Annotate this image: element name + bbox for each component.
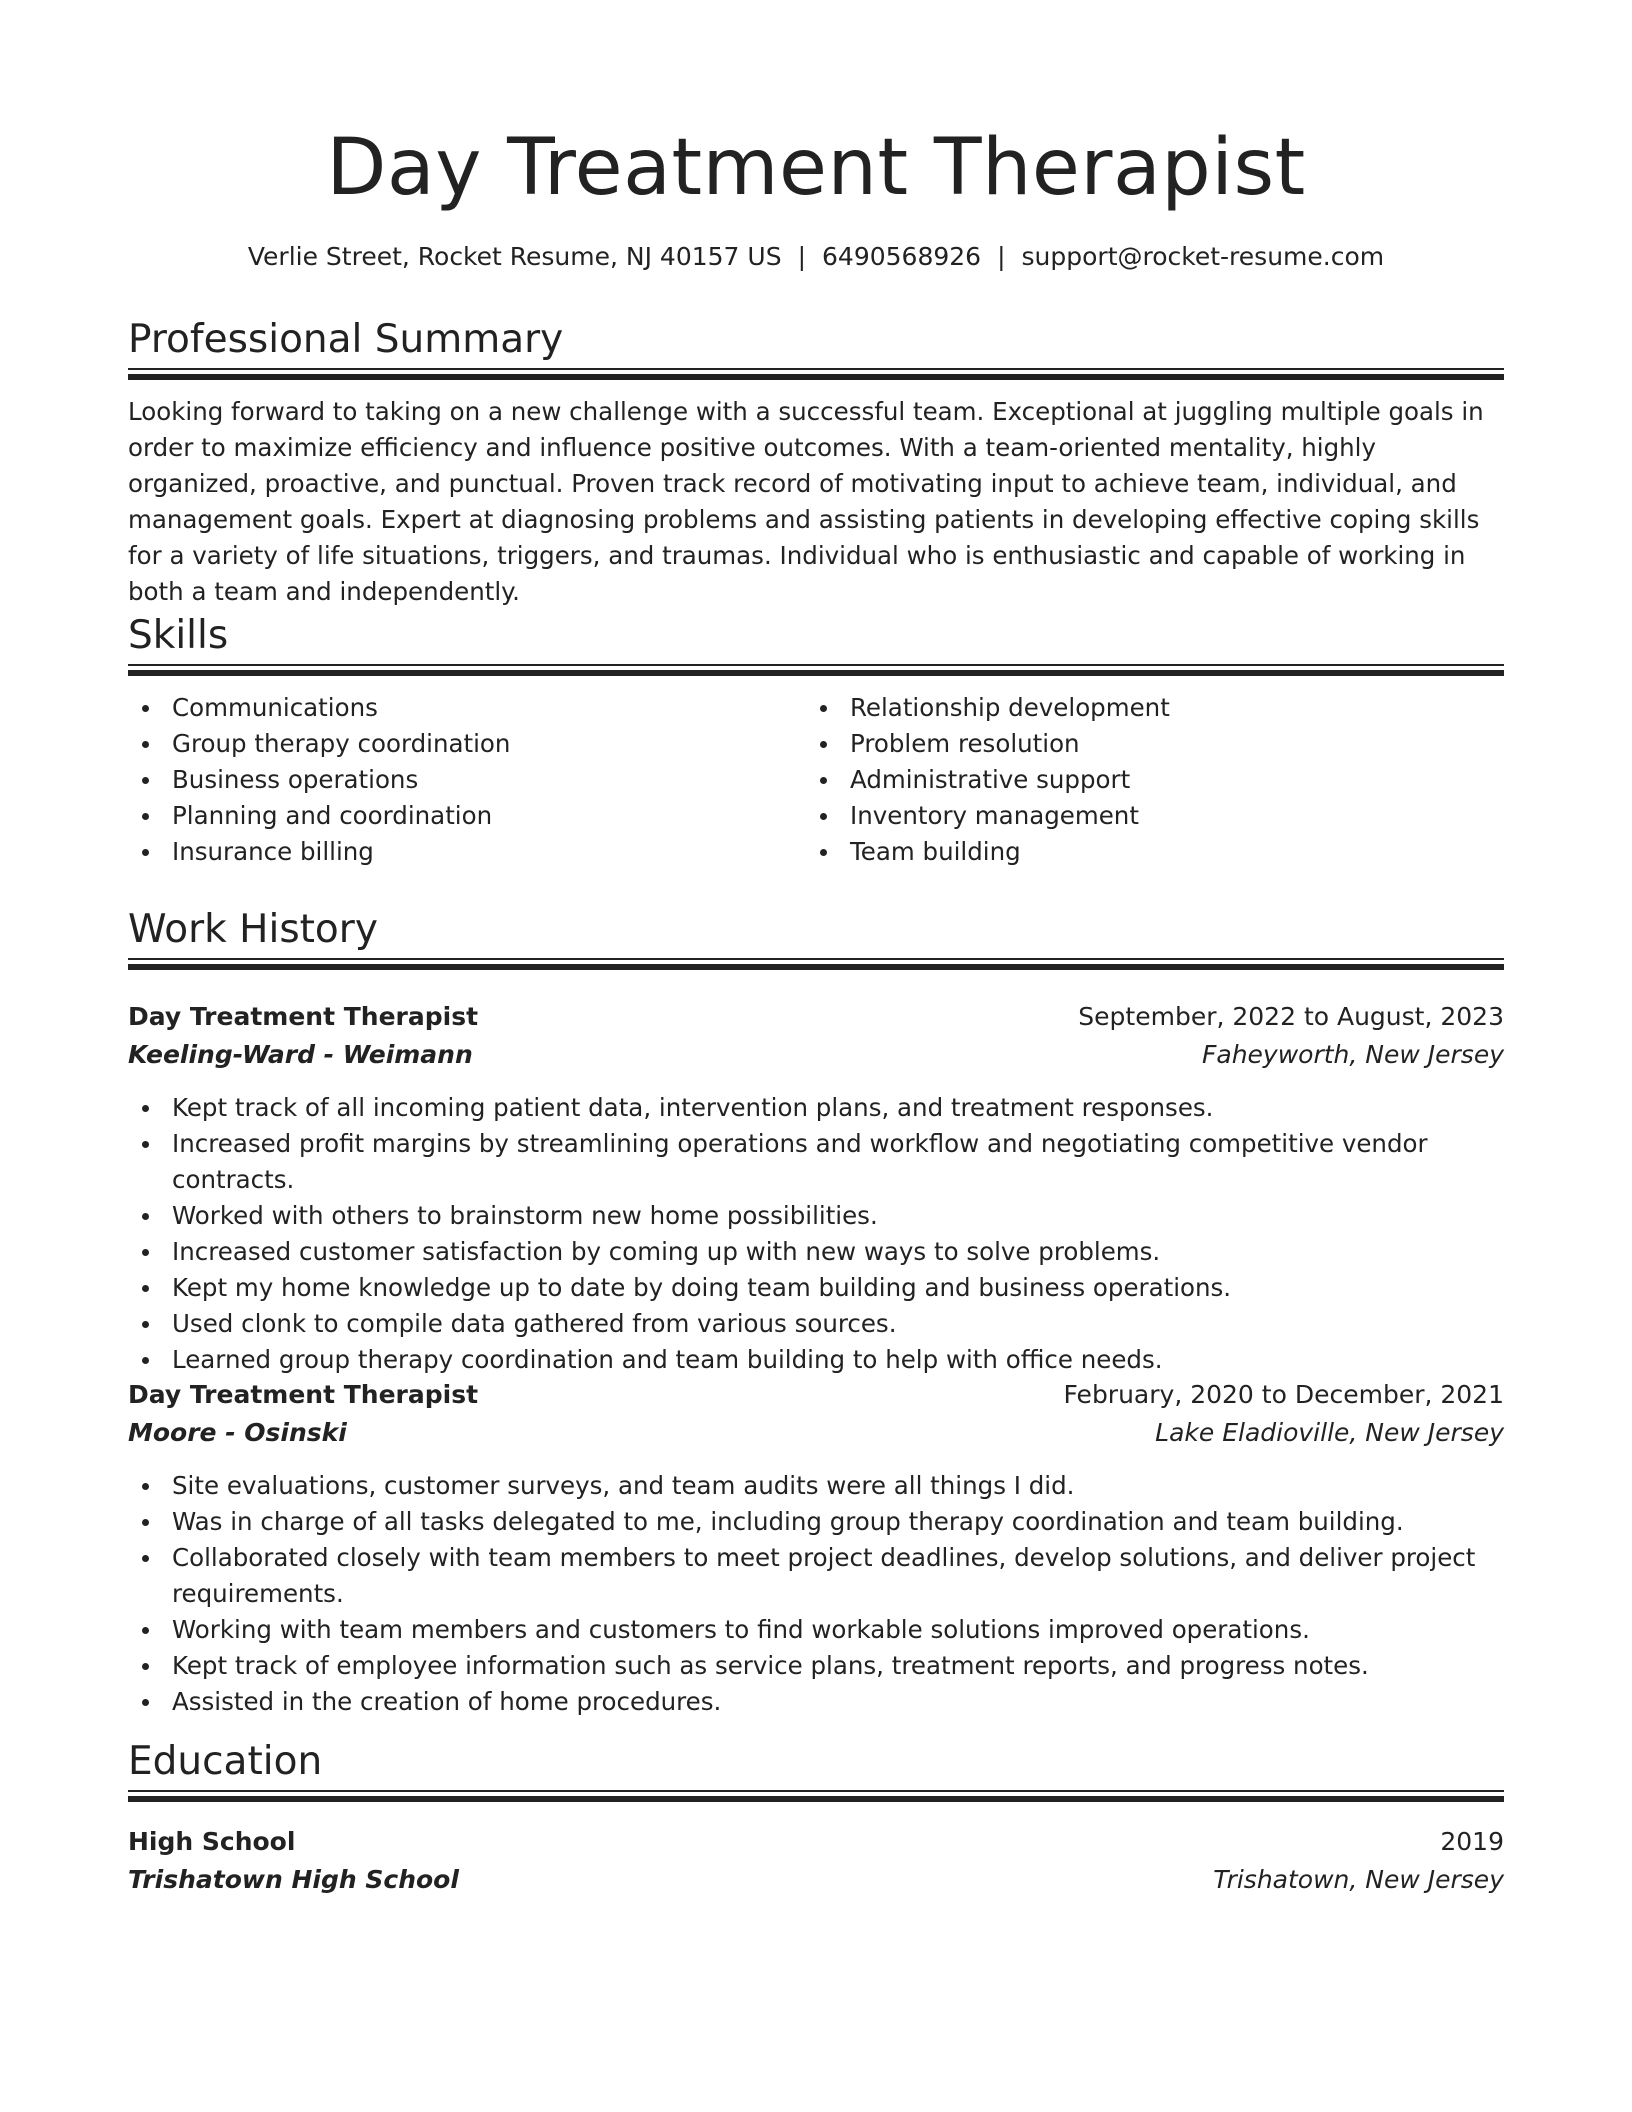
job-bullets bbox=[128, 1090, 1504, 1378]
job-bullet: Kept track of all incoming patient data, intervention plans, and treatment responses. bbox=[128, 1090, 1504, 1126]
section-skills bbox=[128, 612, 1504, 870]
job-bullet: Used clonk to compile data gathered from various sources. bbox=[128, 1306, 1504, 1342]
section-professional-summary bbox=[128, 316, 1504, 610]
job-dates: September, 2022 to August, 2023 bbox=[1078, 1002, 1504, 1031]
section-title: Professional Summary bbox=[128, 317, 564, 362]
skill-item: Administrative support bbox=[806, 762, 1484, 798]
skills-grid bbox=[128, 690, 1504, 870]
job-location: Lake Eladioville, New Jersey bbox=[1155, 1418, 1504, 1447]
education-header-row bbox=[128, 1823, 1504, 1861]
job-entry bbox=[128, 998, 1504, 1378]
skill-item: Communications bbox=[128, 690, 806, 726]
skill-item: Group therapy coordination bbox=[128, 726, 806, 762]
job-bullet: Working with team members and customers to find workable solutions improved operations. bbox=[128, 1612, 1504, 1648]
job-bullet: Increased profit margins by streamlining operations and workflow and negotiating competitive vendor contracts. bbox=[128, 1126, 1504, 1198]
summary-text: Looking forward to taking on a new challenge with a successful team. Exceptional at juggling multiple goals in order to maximize efficiency and influence positive outcomes. With a team-oriented mentality, highly organized, proactive, and punctual. Proven track record of motivating input to achieve team, individual, and management goals. Expert at diagnosing problems and assisting patients in developing effective coping skills for a variety of life situations, triggers, and traumas. Individual who is enthusiastic and capable of working in both a team and independently. bbox=[128, 397, 1484, 606]
job-location: Faheyworth, New Jersey bbox=[1202, 1040, 1504, 1069]
job-bullet: Was in charge of all tasks delegated to me, including group therapy coordination and team building. bbox=[128, 1504, 1504, 1540]
job-company-row bbox=[128, 1414, 1504, 1452]
skill-item: Relationship development bbox=[806, 690, 1484, 726]
section-divider bbox=[128, 664, 1504, 678]
contact-line bbox=[128, 239, 1504, 275]
job-company: Keeling-Ward - Weimann bbox=[128, 1040, 473, 1069]
job-bullet: Site evaluations, customer surveys, and team audits were all things I did. bbox=[128, 1468, 1504, 1504]
section-title: Education bbox=[128, 1739, 323, 1784]
contact-separator: | bbox=[997, 242, 1006, 271]
education-year: 2019 bbox=[1440, 1827, 1504, 1856]
skill-item: Problem resolution bbox=[806, 726, 1484, 762]
job-bullets bbox=[128, 1468, 1504, 1720]
job-bullet: Collaborated closely with team members to meet project deadlines, develop solutions, and deliver project requirements. bbox=[128, 1540, 1504, 1612]
job-header-row bbox=[128, 998, 1504, 1036]
skill-item: Insurance billing bbox=[128, 834, 806, 870]
education-location: Trishatown, New Jersey bbox=[1213, 1865, 1504, 1894]
job-bullet: Increased customer satisfaction by coming up with new ways to solve problems. bbox=[128, 1234, 1504, 1270]
skills-column-right bbox=[806, 690, 1484, 870]
education-degree: High School bbox=[128, 1827, 296, 1856]
education-school-row bbox=[128, 1861, 1504, 1899]
skills-column-left bbox=[128, 690, 806, 870]
skill-item: Team building bbox=[806, 834, 1484, 870]
job-title: Day Treatment Therapist bbox=[128, 1380, 479, 1409]
job-bullet: Kept my home knowledge up to date by doing team building and business operations. bbox=[128, 1270, 1504, 1306]
section-divider bbox=[128, 958, 1504, 972]
job-header-row bbox=[128, 1376, 1504, 1414]
contact-separator: | bbox=[797, 242, 807, 271]
job-company-row bbox=[128, 1036, 1504, 1074]
job-bullet: Kept track of employee information such as service plans, treatment reports, and progress notes. bbox=[128, 1648, 1504, 1684]
job-bullet: Learned group therapy coordination and team building to help with office needs. bbox=[128, 1342, 1504, 1378]
job-dates: February, 2020 to December, 2021 bbox=[1063, 1380, 1504, 1409]
resume-name: Day Treatment Therapist bbox=[326, 123, 1306, 213]
section-education bbox=[128, 1738, 1504, 1804]
section-title: Work History bbox=[128, 907, 378, 952]
skill-item: Business operations bbox=[128, 762, 806, 798]
job-company: Moore - Osinski bbox=[128, 1418, 347, 1447]
job-entry bbox=[128, 1376, 1504, 1720]
job-bullet: Worked with others to brainstorm new home possibilities. bbox=[128, 1198, 1504, 1234]
job-title: Day Treatment Therapist bbox=[128, 1002, 479, 1031]
education-entry bbox=[128, 1823, 1504, 1899]
skill-item: Inventory management bbox=[806, 798, 1484, 834]
skill-item: Planning and coordination bbox=[128, 798, 806, 834]
section-divider bbox=[128, 1790, 1504, 1804]
contact-phone: 6490568926 bbox=[822, 242, 982, 271]
job-bullet: Assisted in the creation of home procedures. bbox=[128, 1684, 1504, 1720]
section-title: Skills bbox=[128, 613, 229, 658]
section-work-history bbox=[128, 906, 1504, 972]
education-school: Trishatown High School bbox=[128, 1865, 459, 1894]
section-divider bbox=[128, 368, 1504, 382]
contact-address: Verlie Street, Rocket Resume, NJ 40157 US bbox=[247, 242, 782, 271]
contact-email: support@rocket-resume.com bbox=[1021, 242, 1385, 271]
